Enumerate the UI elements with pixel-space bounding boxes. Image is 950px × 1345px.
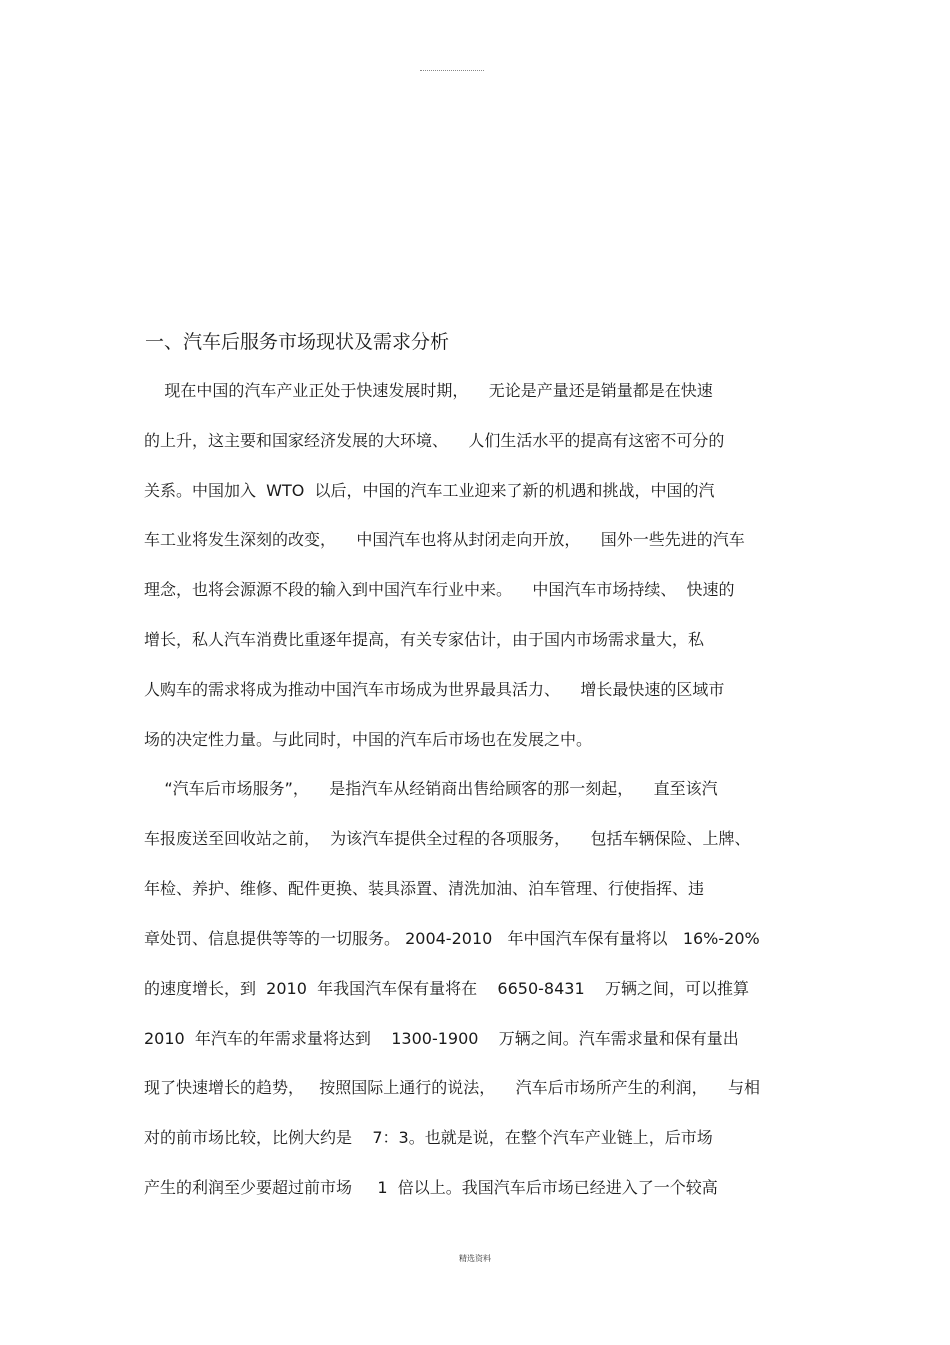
body-line: 2010 年汽车的年需求量将达到 1300-1900 万辆之间。汽车需求量和保有量出 — [144, 1029, 739, 1048]
body-line: 对的前市场比较，比例大约是 7：3。也就是说，在整个汽车产业链上，后市场 — [144, 1128, 713, 1147]
body-line: 产生的利润至少要超过前市场 1 倍以上。我国汽车后市场已经进入了一个较高 — [144, 1178, 718, 1197]
body-line: 人购车的需求将成为推动中国汽车市场成为世界最具活力、 增长最快速的区域市 — [144, 680, 725, 699]
body-line: 现在中国的汽车产业正处于快速发展时期， 无论是产量还是销量都是在快速 — [144, 381, 713, 400]
body-line: 现了快速增长的趋势， 按照国际上通行的说法， 汽车后市场所产生的利润， 与相 — [144, 1078, 760, 1097]
body-line: 关系。中国加入 WTO 以后，中国的汽车工业迎来了新的机遇和挑战，中国的汽 — [144, 481, 715, 500]
body-line: 章处罚、信息提供等等的一切服务。 2004-2010 年中国汽车保有量将以 16%-20% — [144, 929, 760, 948]
page-footer: 精选资料 — [459, 1254, 491, 1263]
body-line: 的上升，这主要和国家经济发展的大环境、 人们生活水平的提高有这密不可分的 — [144, 431, 725, 450]
body-line: 年检、养护、维修、配件更换、装具添置、清洗加油、泊车管理、行使指挥、违 — [144, 879, 705, 898]
body-line: 的速度增长，到 2010 年我国汽车保有量将在 6650-8431 万辆之间，可以推算 — [144, 979, 749, 998]
body-line: 车工业将发生深刻的改变， 中国汽车也将从封闭走向开放， 国外一些先进的汽车 — [144, 530, 745, 549]
body-line: 车报废送至回收站之前， 为该汽车提供全过程的各项服务， 包括车辆保险、上牌、 — [144, 829, 751, 848]
body-line: “汽车后市场服务”， 是指汽车从经销商出售给顾客的那一刻起， 直至该汽 — [144, 779, 718, 798]
section-heading: 一、汽车后服务市场现状及需求分析 — [145, 331, 450, 353]
body-line: 理念，也将会源源不段的输入到中国汽车行业中来。 中国汽车市场持续、 快速的 — [144, 580, 735, 599]
body-line: 增长，私人汽车消费比重逐年提高，有关专家估计，由于国内市场需求量大，私 — [144, 630, 705, 649]
body-line: 场的决定性力量。与此同时，中国的汽车后市场也在发展之中。 — [144, 730, 593, 749]
header-rule — [420, 70, 484, 71]
